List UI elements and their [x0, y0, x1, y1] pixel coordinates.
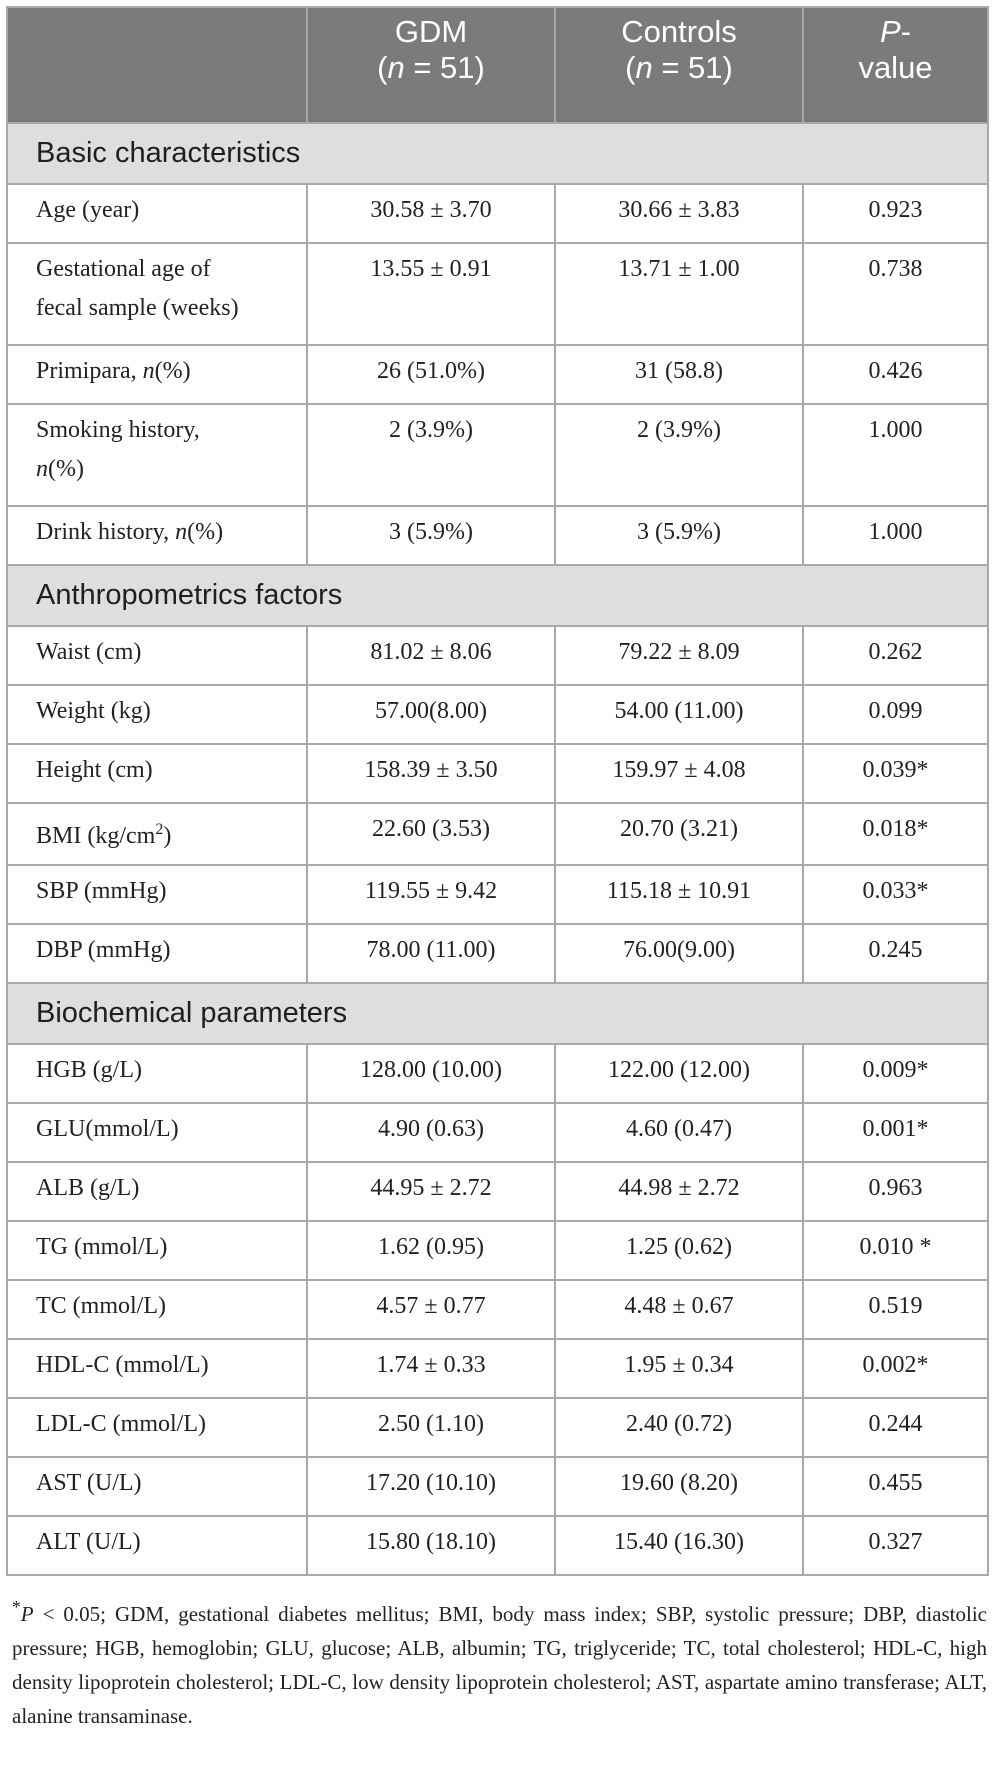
controls-value: 1.95 ± 0.34 [555, 1339, 803, 1398]
gdm-value: 158.39 ± 3.50 [307, 744, 555, 803]
header-corner-cell [7, 7, 307, 123]
table-row [7, 1044, 988, 1103]
row-label [7, 803, 307, 865]
header-p-word: value [858, 50, 933, 85]
controls-value: 76.00(9.00) [555, 924, 803, 983]
p-value: 0.738 [803, 243, 988, 345]
controls-value: 13.71 ± 1.00 [555, 243, 803, 345]
section-title: Anthropometrics factors [7, 565, 988, 626]
header-controls [555, 7, 803, 123]
table-body [7, 123, 988, 1575]
p-value: 0.455 [803, 1457, 988, 1516]
controls-value: 2.40 (0.72) [555, 1398, 803, 1457]
row-label [7, 1103, 307, 1162]
header-gdm-n-value: = 51) [404, 50, 485, 85]
row-label [7, 924, 307, 983]
row-label-text: BMI (kg/cm [36, 823, 156, 849]
gdm-value: 1.74 ± 0.33 [307, 1339, 555, 1398]
row-label [7, 506, 307, 565]
row-label-text: Weight (kg) [36, 698, 151, 724]
table-row [7, 865, 988, 924]
footnote-p: P [20, 1602, 34, 1626]
row-label-text: TG (mmol/L) [36, 1234, 168, 1260]
row-label-italic-n: n [36, 456, 48, 482]
controls-value: 3 (5.9%) [555, 506, 803, 565]
gdm-value: 2.50 (1.10) [307, 1398, 555, 1457]
header-p-dash: - [900, 14, 911, 49]
row-label [7, 404, 307, 506]
controls-value: 30.66 ± 3.83 [555, 184, 803, 243]
gdm-value: 4.57 ± 0.77 [307, 1280, 555, 1339]
header-controls-title: Controls [621, 14, 737, 49]
gdm-value: 119.55 ± 9.42 [307, 865, 555, 924]
row-label-superscript: 2 [155, 821, 164, 838]
p-value: 0.244 [803, 1398, 988, 1457]
p-value: 0.923 [803, 184, 988, 243]
section-title: Basic characteristics [7, 123, 988, 184]
header-controls-n-value: = 51) [652, 50, 733, 85]
p-value: 0.327 [803, 1516, 988, 1575]
row-label [7, 1221, 307, 1280]
section-header-row [7, 983, 988, 1044]
header-gdm-title: GDM [394, 14, 468, 49]
p-value: 0.519 [803, 1280, 988, 1339]
row-label-text: LDL-C (mmol/L) [36, 1411, 206, 1437]
p-value: 0.426 [803, 345, 988, 404]
row-label [7, 345, 307, 404]
row-label-text: HGB (g/L) [36, 1057, 142, 1083]
row-label-text: ALT (U/L) [36, 1529, 141, 1555]
row-label [7, 1398, 307, 1457]
row-label-text: Waist (cm) [36, 639, 142, 665]
table-container [6, 6, 987, 1733]
table-row [7, 1516, 988, 1575]
controls-value: 19.60 (8.20) [555, 1457, 803, 1516]
row-label-text: ALB (g/L) [36, 1175, 140, 1201]
row-label-text: Height (cm) [36, 757, 153, 783]
p-value: 0.002* [803, 1339, 988, 1398]
section-title: Biochemical parameters [7, 983, 988, 1044]
table-row [7, 803, 988, 865]
row-label-text: Age (year) [36, 197, 140, 223]
section-header-row [7, 565, 988, 626]
footnote-text: < 0.05; GDM, gestational diabetes mellitus; BMI, body mass index; SBP, systolic pressure; DBP, diastolic pressure; HGB, hemoglobin; GLU, glucose; ALB, albumin; TG, triglyceride; TC, total cholesterol; HDL-C, high density lipoprotein cholesterol; LDL-C, low density lipoprotein cholesterol; AST, aspartate amino transferase; ALT, alanine transaminase. [12, 1602, 987, 1728]
gdm-value: 128.00 (10.00) [307, 1044, 555, 1103]
row-label-suffix: (%) [154, 358, 191, 384]
p-value: 0.245 [803, 924, 988, 983]
row-label [7, 184, 307, 243]
controls-value: 54.00 (11.00) [555, 685, 803, 744]
table-row [7, 1339, 988, 1398]
gdm-value: 78.00 (11.00) [307, 924, 555, 983]
row-label-text: SBP (mmHg) [36, 878, 167, 904]
controls-value: 4.60 (0.47) [555, 1103, 803, 1162]
table-row [7, 626, 988, 685]
p-value: 0.018* [803, 803, 988, 865]
controls-value: 1.25 (0.62) [555, 1221, 803, 1280]
row-label-italic-n: n [175, 519, 188, 545]
gdm-value: 4.90 (0.63) [307, 1103, 555, 1162]
row-label-text: AST (U/L) [36, 1470, 142, 1496]
gdm-value: 57.00(8.00) [307, 685, 555, 744]
footnote-star: * [12, 1597, 21, 1617]
gdm-value: 3 (5.9%) [307, 506, 555, 565]
row-label-suffix: (%) [48, 456, 84, 482]
row-label [7, 1162, 307, 1221]
table-row [7, 506, 988, 565]
controls-value: 122.00 (12.00) [555, 1044, 803, 1103]
table-row [7, 685, 988, 744]
table-row [7, 1398, 988, 1457]
row-label [7, 744, 307, 803]
row-label [7, 685, 307, 744]
controls-value: 20.70 (3.21) [555, 803, 803, 865]
p-value: 0.010 * [803, 1221, 988, 1280]
table-row [7, 1103, 988, 1162]
controls-value: 4.48 ± 0.67 [555, 1280, 803, 1339]
controls-value: 79.22 ± 8.09 [555, 626, 803, 685]
table-row [7, 184, 988, 243]
characteristics-table [6, 6, 989, 1576]
table-row [7, 243, 988, 345]
controls-value: 159.97 ± 4.08 [555, 744, 803, 803]
header-controls-n: n [635, 50, 653, 85]
header-gdm-paren: ( [377, 50, 388, 85]
p-value: 0.001* [803, 1103, 988, 1162]
gdm-value: 44.95 ± 2.72 [307, 1162, 555, 1221]
row-label-suffix: (%) [187, 519, 224, 545]
row-label [7, 1280, 307, 1339]
row-label [7, 865, 307, 924]
gdm-value: 81.02 ± 8.06 [307, 626, 555, 685]
table-row [7, 404, 988, 506]
gdm-value: 2 (3.9%) [307, 404, 555, 506]
header-p-letter: P [879, 14, 901, 49]
row-label [7, 1516, 307, 1575]
row-label-text: Primipara, [36, 358, 143, 384]
row-label [7, 626, 307, 685]
controls-value: 44.98 ± 2.72 [555, 1162, 803, 1221]
p-value: 0.099 [803, 685, 988, 744]
header-row [7, 7, 988, 123]
p-value: 1.000 [803, 506, 988, 565]
controls-value: 31 (58.8) [555, 345, 803, 404]
row-label-text: TC (mmol/L) [36, 1293, 166, 1319]
table-row [7, 1280, 988, 1339]
row-label-italic-n: n [142, 358, 155, 384]
table-row [7, 1457, 988, 1516]
p-value: 0.963 [803, 1162, 988, 1221]
header-controls-paren: ( [625, 50, 636, 85]
controls-value: 115.18 ± 10.91 [555, 865, 803, 924]
controls-value: 15.40 (16.30) [555, 1516, 803, 1575]
row-label-text: HDL-C (mmol/L) [36, 1352, 209, 1378]
row-label-text: GLU(mmol/L) [36, 1116, 179, 1142]
row-label-text: DBP (mmHg) [36, 937, 171, 963]
gdm-value: 26 (51.0%) [307, 345, 555, 404]
p-value: 0.039* [803, 744, 988, 803]
gdm-value: 30.58 ± 3.70 [307, 184, 555, 243]
p-value: 1.000 [803, 404, 988, 506]
table-row [7, 744, 988, 803]
gdm-value: 22.60 (3.53) [307, 803, 555, 865]
section-header-row [7, 123, 988, 184]
header-gdm-n: n [387, 50, 405, 85]
p-value: 0.033* [803, 865, 988, 924]
p-value: 0.009* [803, 1044, 988, 1103]
row-label [7, 1044, 307, 1103]
table-row [7, 924, 988, 983]
row-label-suffix: ) [163, 823, 172, 849]
controls-value: 2 (3.9%) [555, 404, 803, 506]
row-label-text: Smoking history, [36, 417, 200, 443]
row-label [7, 1339, 307, 1398]
row-label-text-line2: fecal sample (weeks) [36, 295, 239, 321]
p-value: 0.262 [803, 626, 988, 685]
table-row [7, 1221, 988, 1280]
row-label-text: Drink history, [36, 519, 176, 545]
row-label-text: Gestational age of [36, 256, 211, 282]
gdm-value: 1.62 (0.95) [307, 1221, 555, 1280]
header-gdm [307, 7, 555, 123]
table-footnote [6, 1590, 987, 1733]
table-row [7, 345, 988, 404]
header-p-value [803, 7, 988, 123]
gdm-value: 17.20 (10.10) [307, 1457, 555, 1516]
table-row [7, 1162, 988, 1221]
row-label [7, 243, 307, 345]
gdm-value: 13.55 ± 0.91 [307, 243, 555, 345]
gdm-value: 15.80 (18.10) [307, 1516, 555, 1575]
row-label [7, 1457, 307, 1516]
